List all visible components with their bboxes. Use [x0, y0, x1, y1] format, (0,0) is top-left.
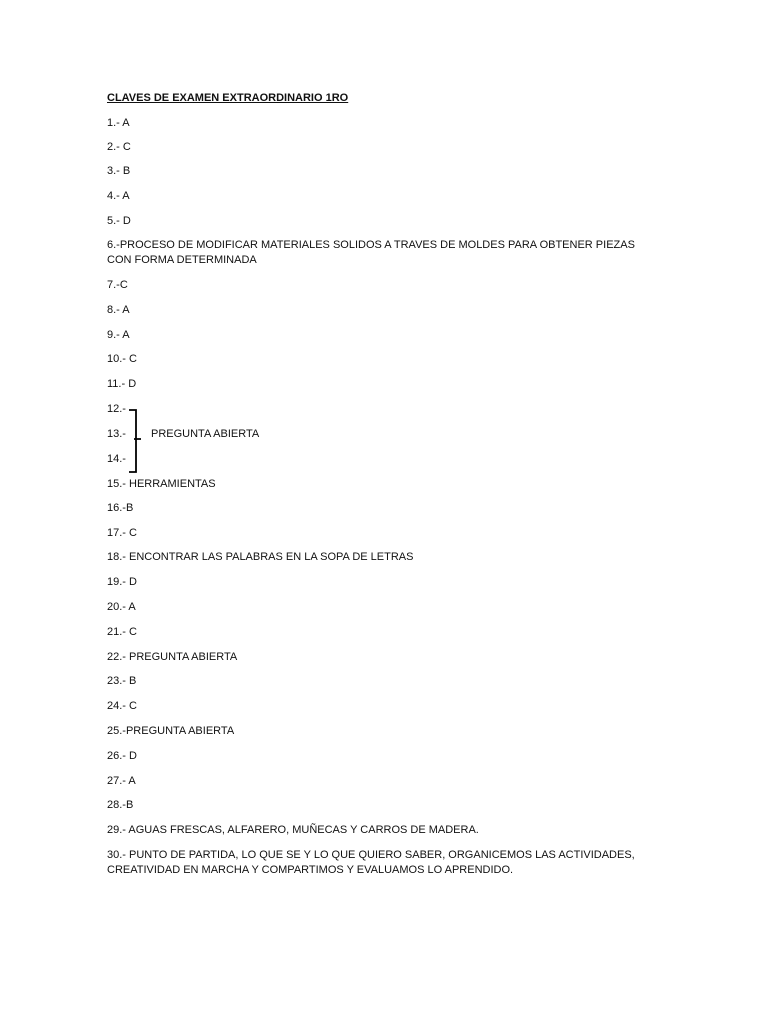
answer-line: 29.- AGUAS FRESCAS, ALFARERO, MUÑECAS Y CARROS DE MADERA. [107, 824, 479, 836]
answer-line: 18.- ENCONTRAR LAS PALABRAS EN LA SOPA DE LETRAS [107, 551, 414, 563]
answer-line: CREATIVIDAD EN MARCHA Y COMPARTIMOS Y EVALUAMOS LO APRENDIDO. [107, 864, 514, 876]
answer-line: 16.-B [107, 502, 134, 514]
answer-line: 21.- C [107, 626, 137, 638]
answer-line: 23.- B [107, 675, 137, 687]
answer-line: 20.- A [107, 601, 136, 613]
answer-line: 30.- PUNTO DE PARTIDA, LO QUE SE Y LO QUE QUIERO SABER, ORGANICEMOS LAS ACTIVIDADES, [107, 849, 635, 861]
bracket-icon [128, 408, 142, 474]
answer-line: 11.- D [107, 378, 137, 390]
answer-line: 4.- A [107, 190, 130, 202]
answer-line: 15.- HERRAMIENTAS [107, 478, 216, 490]
answer-line: 9.- A [107, 329, 130, 341]
bracket-label: PREGUNTA ABIERTA [151, 428, 260, 440]
answer-line: 22.- PREGUNTA ABIERTA [107, 651, 238, 663]
answer-line: 25.-PREGUNTA ABIERTA [107, 725, 235, 737]
answer-line: 27.- A [107, 775, 136, 787]
answer-line: 1.- A [107, 117, 130, 129]
answer-line: 8.- A [107, 304, 130, 316]
answer-line: 5.- D [107, 215, 131, 227]
answer-line: 19.- D [107, 576, 137, 588]
answer-line: 17.- C [107, 527, 137, 539]
answer-line: 3.- B [107, 165, 131, 177]
answer-line: 24.- C [107, 700, 137, 712]
answer-line: 2.- C [107, 141, 131, 153]
answer-line: 10.- C [107, 353, 137, 365]
answer-line: 6.-PROCESO DE MODIFICAR MATERIALES SOLIDOS A TRAVES DE MOLDES PARA OBTENER PIEZAS [107, 239, 635, 251]
answer-line: CON FORMA DETERMINADA [107, 254, 257, 266]
answer-line: 12.- [107, 403, 126, 415]
document-title: CLAVES DE EXAMEN EXTRAORDINARIO 1RO [107, 92, 349, 104]
answer-line: 28.-B [107, 799, 134, 811]
answer-line: 7.-C [107, 279, 128, 291]
answer-line: 26.- D [107, 750, 137, 762]
answer-line: 13.- [107, 428, 126, 440]
answer-line: 14.- [107, 453, 126, 465]
